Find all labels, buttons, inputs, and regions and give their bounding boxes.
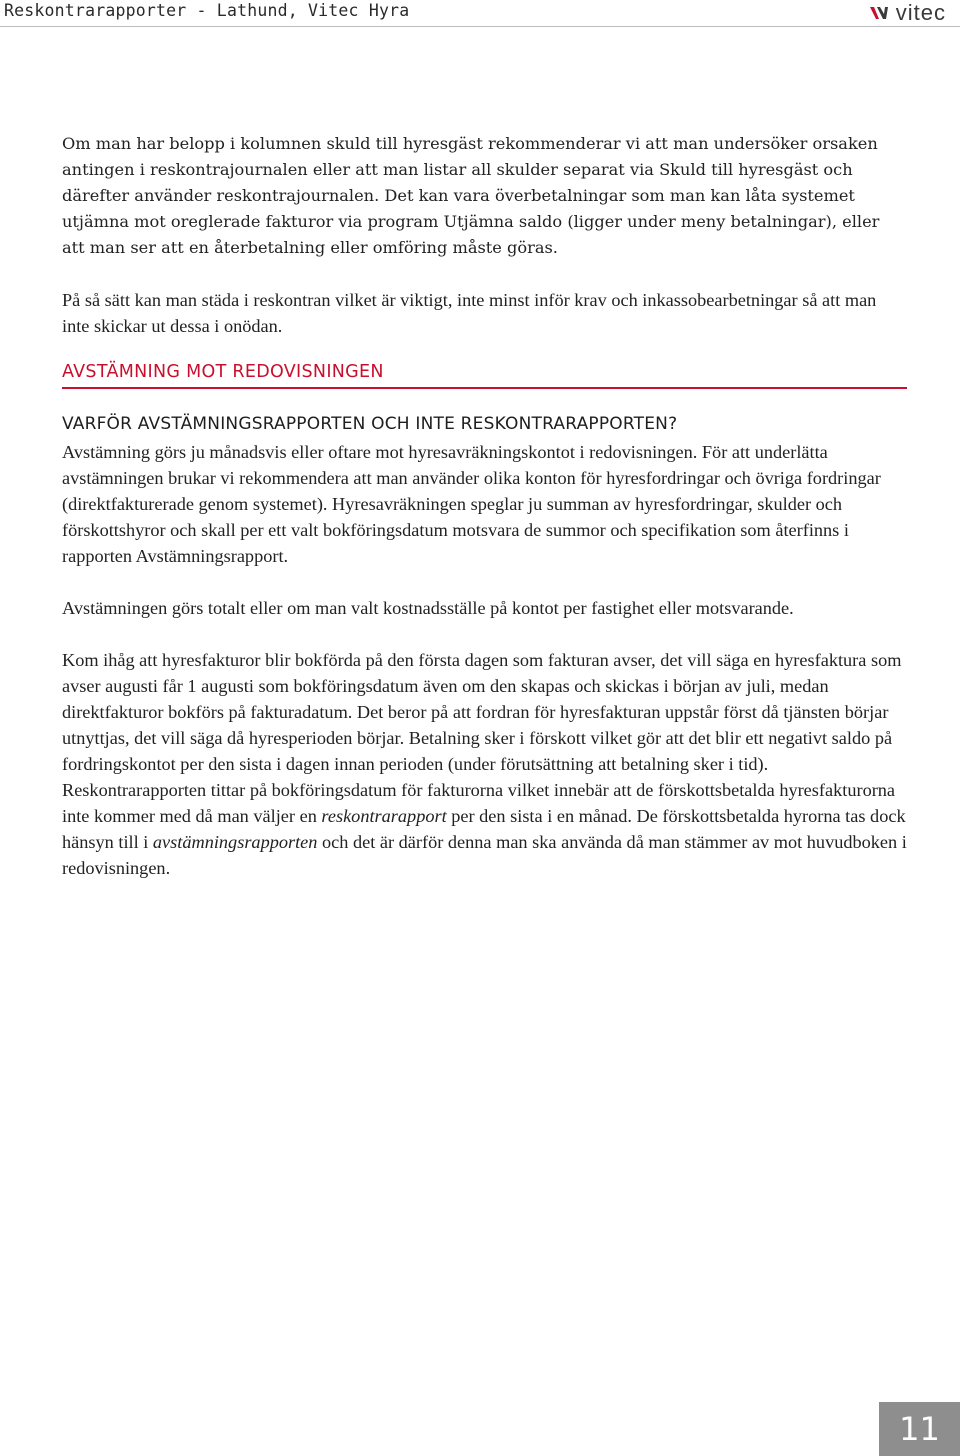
document-title: Reskontrarapporter - Lathund, Vitec Hyra (4, 1, 410, 20)
logo-text: vitec (895, 0, 946, 25)
page-number: 11 (879, 1402, 960, 1456)
text-run: per den sista i en månad. De förskottsbetalda hyrorna tas dock hänsyn till i (62, 806, 906, 852)
text-run: och det är därför denna man ska använda då man stämmer av mot huvudboken i redovisningen. (62, 832, 907, 878)
vitec-logo (868, 2, 946, 24)
header-divider (0, 26, 960, 27)
subsection-heading-varfor: VARFÖR AVSTÄMNINGSRAPPORTEN OCH INTE RESKONTRARAPPORTEN? (62, 414, 678, 434)
paragraph-kom-ihag (62, 647, 907, 881)
vitec-mark-icon (868, 3, 890, 23)
text-run: Kom ihåg att hyresfakturor blir bokförda på den första dagen som fakturan avser, det vill säga en hyresfaktura som avser augusti får 1 augusti som bokföringsdatum även om den skapas och skickas i början av juli, medan direktfakturor bokförs på fakturadatum. Det beror på att fordran för hyresfakturan uppstår först då tjänsten börjar utnyttjas, det vill säga då hyresperioden börjar. Betalning sker i förskott vilket gör att det blir ett negativt saldo på fordringskontot per den sista i dagen innan perioden (under förutsättning att betalning sker i tid). Reskontrarapporten tittar på bokföringsdatum för fakturorna vilket innebär att de förskottsbetalda hyresfakturorna inte kommer med då man väljer en (62, 650, 902, 826)
section-heading-avstamning: AVSTÄMNING MOT REDOVISNINGEN (62, 359, 907, 389)
page-content (62, 131, 907, 881)
emphasis-reskontrarapport: reskontrarapport (321, 806, 447, 826)
page-header (0, 0, 960, 26)
paragraph-avstamning-totalt: Avstämningen görs totalt eller om man valt kostnadsställe på kontot per fastighet eller motsvarande. (62, 598, 794, 618)
emphasis-avstamningsrapporten: avstämningsrapporten (152, 832, 318, 852)
paragraph-skuld: Om man har belopp i kolumnen skuld till hyresgäst rekommenderar vi att man undersöker orsaken antingen i reskontrajournalen eller att man listar all skulder separat via Skuld till hyresgäst och därefter använder reskontrajournalen. Det kan vara överbetalningar som man kan låta systemet utjämna mot oreglerade fakturor via program Utjämna saldo (ligger under meny betalningar), eller att man ser att en återbetalning eller omföring måste göras. (62, 134, 880, 257)
paragraph-avstamning-manadsvis: Avstämning görs ju månadsvis eller oftare mot hyresavräkningskontot i redovisningen. För att underlätta avstämningen brukar vi rekommendera att man använder olika konton för hyresfordringar och övriga fordringar (direktfakturerade genom systemet). Hyresavräkningen speglar ju summan av hyresfordringar, skulder och förskottshyror och skall per ett valt bokföringsdatum motsvara de summor och specifikation som återfinns i rapporten Avstämningsrapport. (62, 442, 881, 566)
paragraph-stada: På så sätt kan man städa i reskontran vilket är viktigt, inte minst inför krav och inkassobearbetningar så att man inte skickar ut dessa i onödan. (62, 290, 877, 336)
